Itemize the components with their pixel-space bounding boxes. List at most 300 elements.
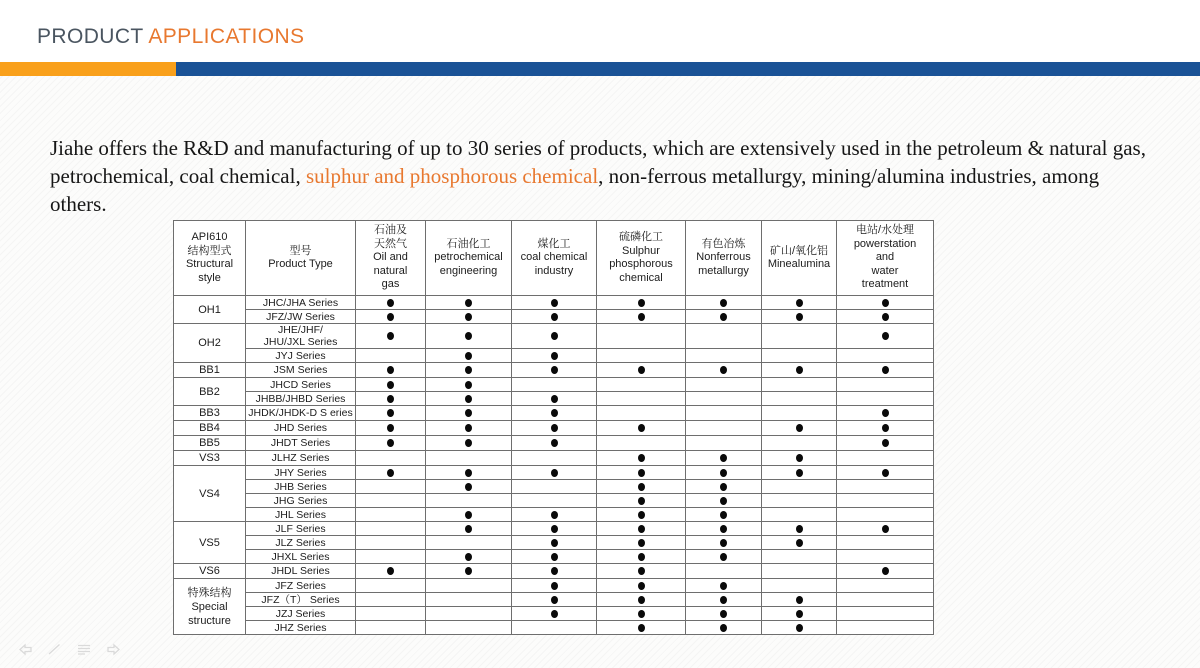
structural-style-cell	[174, 406, 246, 421]
application-dot-cell	[762, 436, 837, 451]
accent-bar-blue	[176, 62, 1200, 76]
application-dot	[720, 553, 727, 561]
application-dot-cell	[686, 451, 762, 466]
cell-text-line: style	[198, 271, 221, 284]
application-dot	[796, 454, 803, 462]
application-dot-cell	[837, 550, 934, 564]
application-dot	[465, 424, 472, 432]
application-dot-cell	[512, 522, 597, 536]
structural-style-cell	[174, 421, 246, 436]
application-dot	[465, 439, 472, 447]
product-type-cell	[246, 310, 356, 324]
application-dot-cell	[426, 480, 512, 494]
table-row	[174, 296, 934, 310]
application-dot	[720, 313, 727, 321]
application-dot	[882, 299, 889, 307]
application-dot	[551, 424, 558, 432]
cell-text-line: BB5	[199, 437, 220, 449]
page-title	[37, 25, 304, 49]
next-slide-icon[interactable]	[106, 643, 121, 656]
application-dot	[465, 525, 472, 533]
product-type-cell	[246, 621, 356, 635]
application-dot	[465, 381, 472, 389]
application-dot-cell	[597, 607, 686, 621]
table-row	[174, 508, 934, 522]
application-dot-cell	[597, 363, 686, 378]
application-dot-cell	[512, 550, 597, 564]
cell-text-line: 有色冶炼	[701, 237, 746, 250]
application-dot-cell	[837, 310, 934, 324]
application-dot-cell	[356, 508, 426, 522]
cell-text-line: JHY Series	[274, 466, 327, 479]
product-type-cell	[246, 466, 356, 480]
application-dot-cell	[837, 406, 934, 421]
application-dot-cell	[762, 378, 837, 392]
presenter-controls	[18, 643, 121, 656]
application-dot-cell	[356, 310, 426, 324]
application-dot-cell	[597, 324, 686, 349]
application-dot-cell	[686, 508, 762, 522]
application-dot	[638, 610, 645, 618]
product-type-cell	[246, 451, 356, 466]
product-table	[173, 220, 934, 635]
product-type-cell	[246, 593, 356, 607]
cell-text-line: 煤化工	[537, 237, 571, 250]
application-dot-cell	[762, 406, 837, 421]
application-dot-cell	[356, 522, 426, 536]
application-dot-cell	[597, 536, 686, 550]
cell-text-line: Oil and	[373, 251, 408, 264]
application-dot-cell	[426, 607, 512, 621]
cell-text-line: BB1	[199, 364, 220, 376]
application-dot-cell	[356, 363, 426, 378]
cell-text-line: JHG Series	[273, 494, 328, 507]
cell-text-line: Minealumina	[767, 258, 831, 270]
cell-text-line: JHZ Series	[274, 621, 327, 634]
application-dot-cell	[837, 363, 934, 378]
application-dot	[551, 395, 558, 403]
application-dot-cell	[356, 607, 426, 621]
application-dot	[387, 299, 394, 307]
application-dot-cell	[686, 324, 762, 349]
application-dot-cell	[426, 363, 512, 378]
application-dot-cell	[426, 621, 512, 635]
cell-text-line: metallurgy	[698, 264, 749, 277]
application-dot	[387, 313, 394, 321]
cell-text-line: BB3	[199, 407, 220, 419]
application-dot-cell	[512, 436, 597, 451]
application-dot-cell	[837, 522, 934, 536]
cell-text-line: JHBB/JHBD Series	[255, 392, 346, 405]
application-dot-cell	[686, 550, 762, 564]
structural-style-cell	[174, 522, 246, 564]
product-type-cell	[246, 550, 356, 564]
cell-text-line: JHC/JHA Series	[262, 296, 339, 309]
application-dot-cell	[512, 536, 597, 550]
application-dot	[638, 596, 645, 604]
cell-text-line: VS5	[199, 536, 220, 549]
table-row	[174, 392, 934, 406]
application-dot	[387, 424, 394, 432]
structural-style-cell	[174, 466, 246, 522]
product-type-cell	[246, 392, 356, 406]
cell-text-line: API610	[191, 231, 228, 243]
product-type-cell	[246, 579, 356, 593]
application-dot	[638, 313, 645, 321]
application-dot	[551, 610, 558, 618]
application-dot-cell	[597, 378, 686, 392]
application-dot-cell	[837, 392, 934, 406]
application-dot-cell	[762, 522, 837, 536]
application-dot	[551, 352, 558, 360]
application-dot-cell	[356, 593, 426, 607]
application-dot-cell	[597, 466, 686, 480]
application-dot	[882, 409, 889, 417]
cell-text-line: JHDT Series	[270, 437, 331, 449]
application-dot-cell	[597, 621, 686, 635]
product-type-header	[246, 221, 356, 296]
application-dot-cell	[426, 296, 512, 310]
application-dot	[551, 439, 558, 447]
product-type-cell	[246, 494, 356, 508]
cell-text-line: JHDL Series	[271, 565, 330, 577]
application-dot-cell	[426, 324, 512, 349]
application-dot	[465, 313, 472, 321]
accent-bar-orange	[0, 62, 176, 76]
application-dot-cell	[597, 522, 686, 536]
product-type-cell	[246, 536, 356, 550]
table-row	[174, 564, 934, 579]
cell-text-line: 电站/水处理	[855, 224, 915, 237]
cell-text-line: JHE/JHF/	[278, 324, 323, 336]
application-dot-cell	[426, 451, 512, 466]
application-dot-cell	[356, 564, 426, 579]
table-body	[174, 296, 934, 635]
cell-text-line: 特殊结构	[187, 586, 232, 599]
application-dot	[638, 366, 645, 374]
application-dot	[720, 525, 727, 533]
cell-text-line: treatment	[861, 278, 909, 291]
cell-text-line: industry	[534, 264, 574, 277]
application-dot	[638, 525, 645, 533]
application-dot-cell	[512, 378, 597, 392]
application-dot	[796, 469, 803, 477]
application-dot-cell	[512, 466, 597, 480]
table-row	[174, 522, 934, 536]
application-dot-cell	[512, 564, 597, 579]
cell-text-line: JHU/JXL Series	[263, 336, 338, 348]
industry-header-petrochemical	[426, 221, 512, 296]
application-dot	[465, 567, 472, 575]
application-dot-cell	[762, 536, 837, 550]
cell-text-line: JYJ Series	[275, 349, 326, 362]
application-dot-cell	[762, 579, 837, 593]
application-dot-cell	[512, 392, 597, 406]
application-dot-cell	[512, 296, 597, 310]
application-dot-cell	[426, 310, 512, 324]
structural-style-cell	[174, 579, 246, 635]
application-dot-cell	[686, 466, 762, 480]
application-dot-cell	[597, 310, 686, 324]
industry-header-powerstation-water	[837, 221, 934, 296]
application-dot-cell	[762, 349, 837, 363]
cell-text-line: Structural	[185, 258, 234, 270]
application-dot	[387, 381, 394, 389]
application-dot	[465, 366, 472, 374]
application-dot	[638, 454, 645, 462]
application-dot	[638, 299, 645, 307]
application-dot	[720, 366, 727, 374]
application-dot-cell	[426, 494, 512, 508]
table-row	[174, 324, 934, 349]
application-dot-cell	[512, 310, 597, 324]
application-dot-cell	[686, 579, 762, 593]
application-dot-cell	[762, 607, 837, 621]
application-dot-cell	[512, 593, 597, 607]
application-dot-cell	[512, 480, 597, 494]
cell-text-line: JLZ Series	[275, 536, 326, 549]
page-title-primary: PRODUCT	[37, 25, 144, 48]
table-row	[174, 421, 934, 436]
application-dot-cell	[837, 421, 934, 436]
application-dot	[551, 539, 558, 547]
application-dot-cell	[597, 349, 686, 363]
application-dot-cell	[426, 593, 512, 607]
cell-text-line: Nonferrous	[696, 251, 751, 264]
product-type-cell	[246, 363, 356, 378]
application-dot-cell	[686, 406, 762, 421]
product-type-cell	[246, 522, 356, 536]
application-dot	[387, 409, 394, 417]
cell-text-line: phosphorous	[609, 258, 673, 270]
cell-text-line: BB4	[199, 422, 220, 434]
table-row	[174, 363, 934, 378]
application-dot-cell	[512, 363, 597, 378]
table-row	[174, 451, 934, 466]
application-dot	[720, 483, 727, 491]
industry-header-oil-gas	[356, 221, 426, 296]
application-dot-cell	[686, 436, 762, 451]
application-dot	[796, 366, 803, 374]
table-row	[174, 607, 934, 621]
application-dot-cell	[356, 621, 426, 635]
structural-style-cell	[174, 436, 246, 451]
table-row	[174, 621, 934, 635]
application-dot	[638, 424, 645, 432]
structural-style-cell	[174, 363, 246, 378]
application-dot-cell	[762, 392, 837, 406]
application-dot-cell	[426, 550, 512, 564]
application-dot-cell	[512, 406, 597, 421]
application-dot-cell	[686, 392, 762, 406]
application-dot	[638, 582, 645, 590]
application-dot	[387, 567, 394, 575]
cell-text-line: VS3	[199, 452, 220, 464]
cell-text-line: JLHZ Series	[271, 452, 330, 464]
application-dot	[465, 469, 472, 477]
cell-text-line: JHD Series	[273, 422, 328, 434]
application-dot-cell	[686, 421, 762, 436]
application-dot-cell	[837, 436, 934, 451]
application-dot-cell	[837, 451, 934, 466]
application-dot	[720, 299, 727, 307]
application-dot	[465, 395, 472, 403]
cell-text-line: JFZ（T） Series	[261, 593, 340, 606]
accent-bar	[0, 62, 1200, 76]
application-dot-cell	[512, 508, 597, 522]
application-dot	[551, 567, 558, 575]
application-dot	[387, 366, 394, 374]
application-dot-cell	[512, 621, 597, 635]
application-dot	[465, 332, 472, 340]
application-dot	[796, 539, 803, 547]
application-dot	[796, 313, 803, 321]
application-dot-cell	[686, 494, 762, 508]
application-dot-cell	[686, 607, 762, 621]
application-dot-cell	[597, 392, 686, 406]
application-dot	[551, 332, 558, 340]
intro-text-post: , non-ferrous metallurgy, mining/alumina industries, among others.	[50, 164, 1100, 216]
application-dot-cell	[597, 296, 686, 310]
product-type-cell	[246, 378, 356, 392]
application-dot	[882, 366, 889, 374]
structural-style-cell	[174, 378, 246, 406]
previous-slide-icon[interactable]	[18, 643, 33, 656]
application-dot	[796, 525, 803, 533]
application-dot	[796, 610, 803, 618]
product-type-cell	[246, 349, 356, 363]
application-dot-cell	[426, 564, 512, 579]
application-dot	[551, 553, 558, 561]
application-dot-cell	[762, 593, 837, 607]
structural-style-cell	[174, 324, 246, 363]
application-dot-cell	[686, 296, 762, 310]
application-dot-cell	[762, 451, 837, 466]
application-dot	[638, 567, 645, 575]
product-type-cell	[246, 508, 356, 522]
application-dot	[638, 624, 645, 632]
application-dot	[551, 409, 558, 417]
application-dot	[465, 511, 472, 519]
application-dot-cell	[837, 607, 934, 621]
table-row	[174, 480, 934, 494]
application-dot	[882, 332, 889, 340]
structural-style-header	[174, 221, 246, 296]
cell-text-line: JHL Series	[275, 508, 326, 521]
industry-header-nonferrous	[686, 221, 762, 296]
table-row	[174, 579, 934, 593]
application-dot-cell	[512, 324, 597, 349]
table-row	[174, 436, 934, 451]
application-dot-cell	[512, 579, 597, 593]
structural-style-cell	[174, 296, 246, 324]
table-row	[174, 593, 934, 607]
table-row	[174, 349, 934, 363]
application-dot	[882, 439, 889, 447]
table-row	[174, 378, 934, 392]
application-dot-cell	[837, 593, 934, 607]
application-dot	[720, 610, 727, 618]
cell-text-line: JHCD Series	[270, 378, 331, 391]
application-dot-cell	[597, 406, 686, 421]
application-dot	[551, 366, 558, 374]
application-dot-cell	[597, 436, 686, 451]
cell-text-line: petrochemical	[434, 251, 503, 264]
application-dot	[720, 596, 727, 604]
application-dot-cell	[762, 363, 837, 378]
application-dot	[387, 439, 394, 447]
application-dot-cell	[597, 593, 686, 607]
application-dot-cell	[356, 392, 426, 406]
application-dot	[465, 483, 472, 491]
application-dot-cell	[837, 296, 934, 310]
cell-text-line: 矿山/氧化铝	[769, 244, 829, 257]
application-dot-cell	[686, 378, 762, 392]
table-row	[174, 466, 934, 480]
application-dot-cell	[356, 579, 426, 593]
pen-tool-icon[interactable]	[47, 643, 62, 656]
cell-text-line: OH1	[198, 303, 221, 316]
application-dot	[882, 469, 889, 477]
application-dot-cell	[762, 480, 837, 494]
cell-text-line: structure	[188, 614, 231, 627]
cell-text-line: Product Type	[268, 258, 333, 270]
application-dot-cell	[837, 564, 934, 579]
application-dot	[882, 525, 889, 533]
application-dot-cell	[597, 494, 686, 508]
table-row	[174, 310, 934, 324]
header-row	[174, 221, 934, 296]
cell-text-line: JHB Series	[274, 480, 327, 493]
application-dot-cell	[356, 494, 426, 508]
application-dot	[551, 511, 558, 519]
application-dot-cell	[837, 621, 934, 635]
application-dot-cell	[426, 522, 512, 536]
cell-text-line: Special	[191, 600, 228, 613]
application-dot-cell	[837, 508, 934, 522]
application-dot	[720, 582, 727, 590]
application-dot	[465, 409, 472, 417]
product-type-cell	[246, 296, 356, 310]
application-dot	[465, 299, 472, 307]
table-row	[174, 406, 934, 421]
application-dot	[720, 624, 727, 632]
application-dot	[796, 424, 803, 432]
application-dot-cell	[597, 550, 686, 564]
cell-text-line: chemical	[619, 271, 663, 284]
application-dot-cell	[426, 392, 512, 406]
cell-text-line: VS4	[199, 487, 220, 500]
application-dot	[720, 511, 727, 519]
application-dot	[882, 313, 889, 321]
application-dot	[638, 483, 645, 491]
application-dot-cell	[512, 421, 597, 436]
application-dot-cell	[686, 310, 762, 324]
cell-text-line: 结构型式	[187, 244, 232, 257]
application-dot	[638, 553, 645, 561]
application-dot	[551, 582, 558, 590]
application-dot	[551, 469, 558, 477]
application-dot-cell	[426, 421, 512, 436]
application-dot-cell	[512, 451, 597, 466]
table-row	[174, 550, 934, 564]
slide-menu-icon[interactable]	[76, 643, 92, 656]
application-dot	[387, 332, 394, 340]
industry-header-mine-alumina	[762, 221, 837, 296]
product-type-cell	[246, 406, 356, 421]
application-dot-cell	[356, 296, 426, 310]
application-dot-cell	[837, 378, 934, 392]
